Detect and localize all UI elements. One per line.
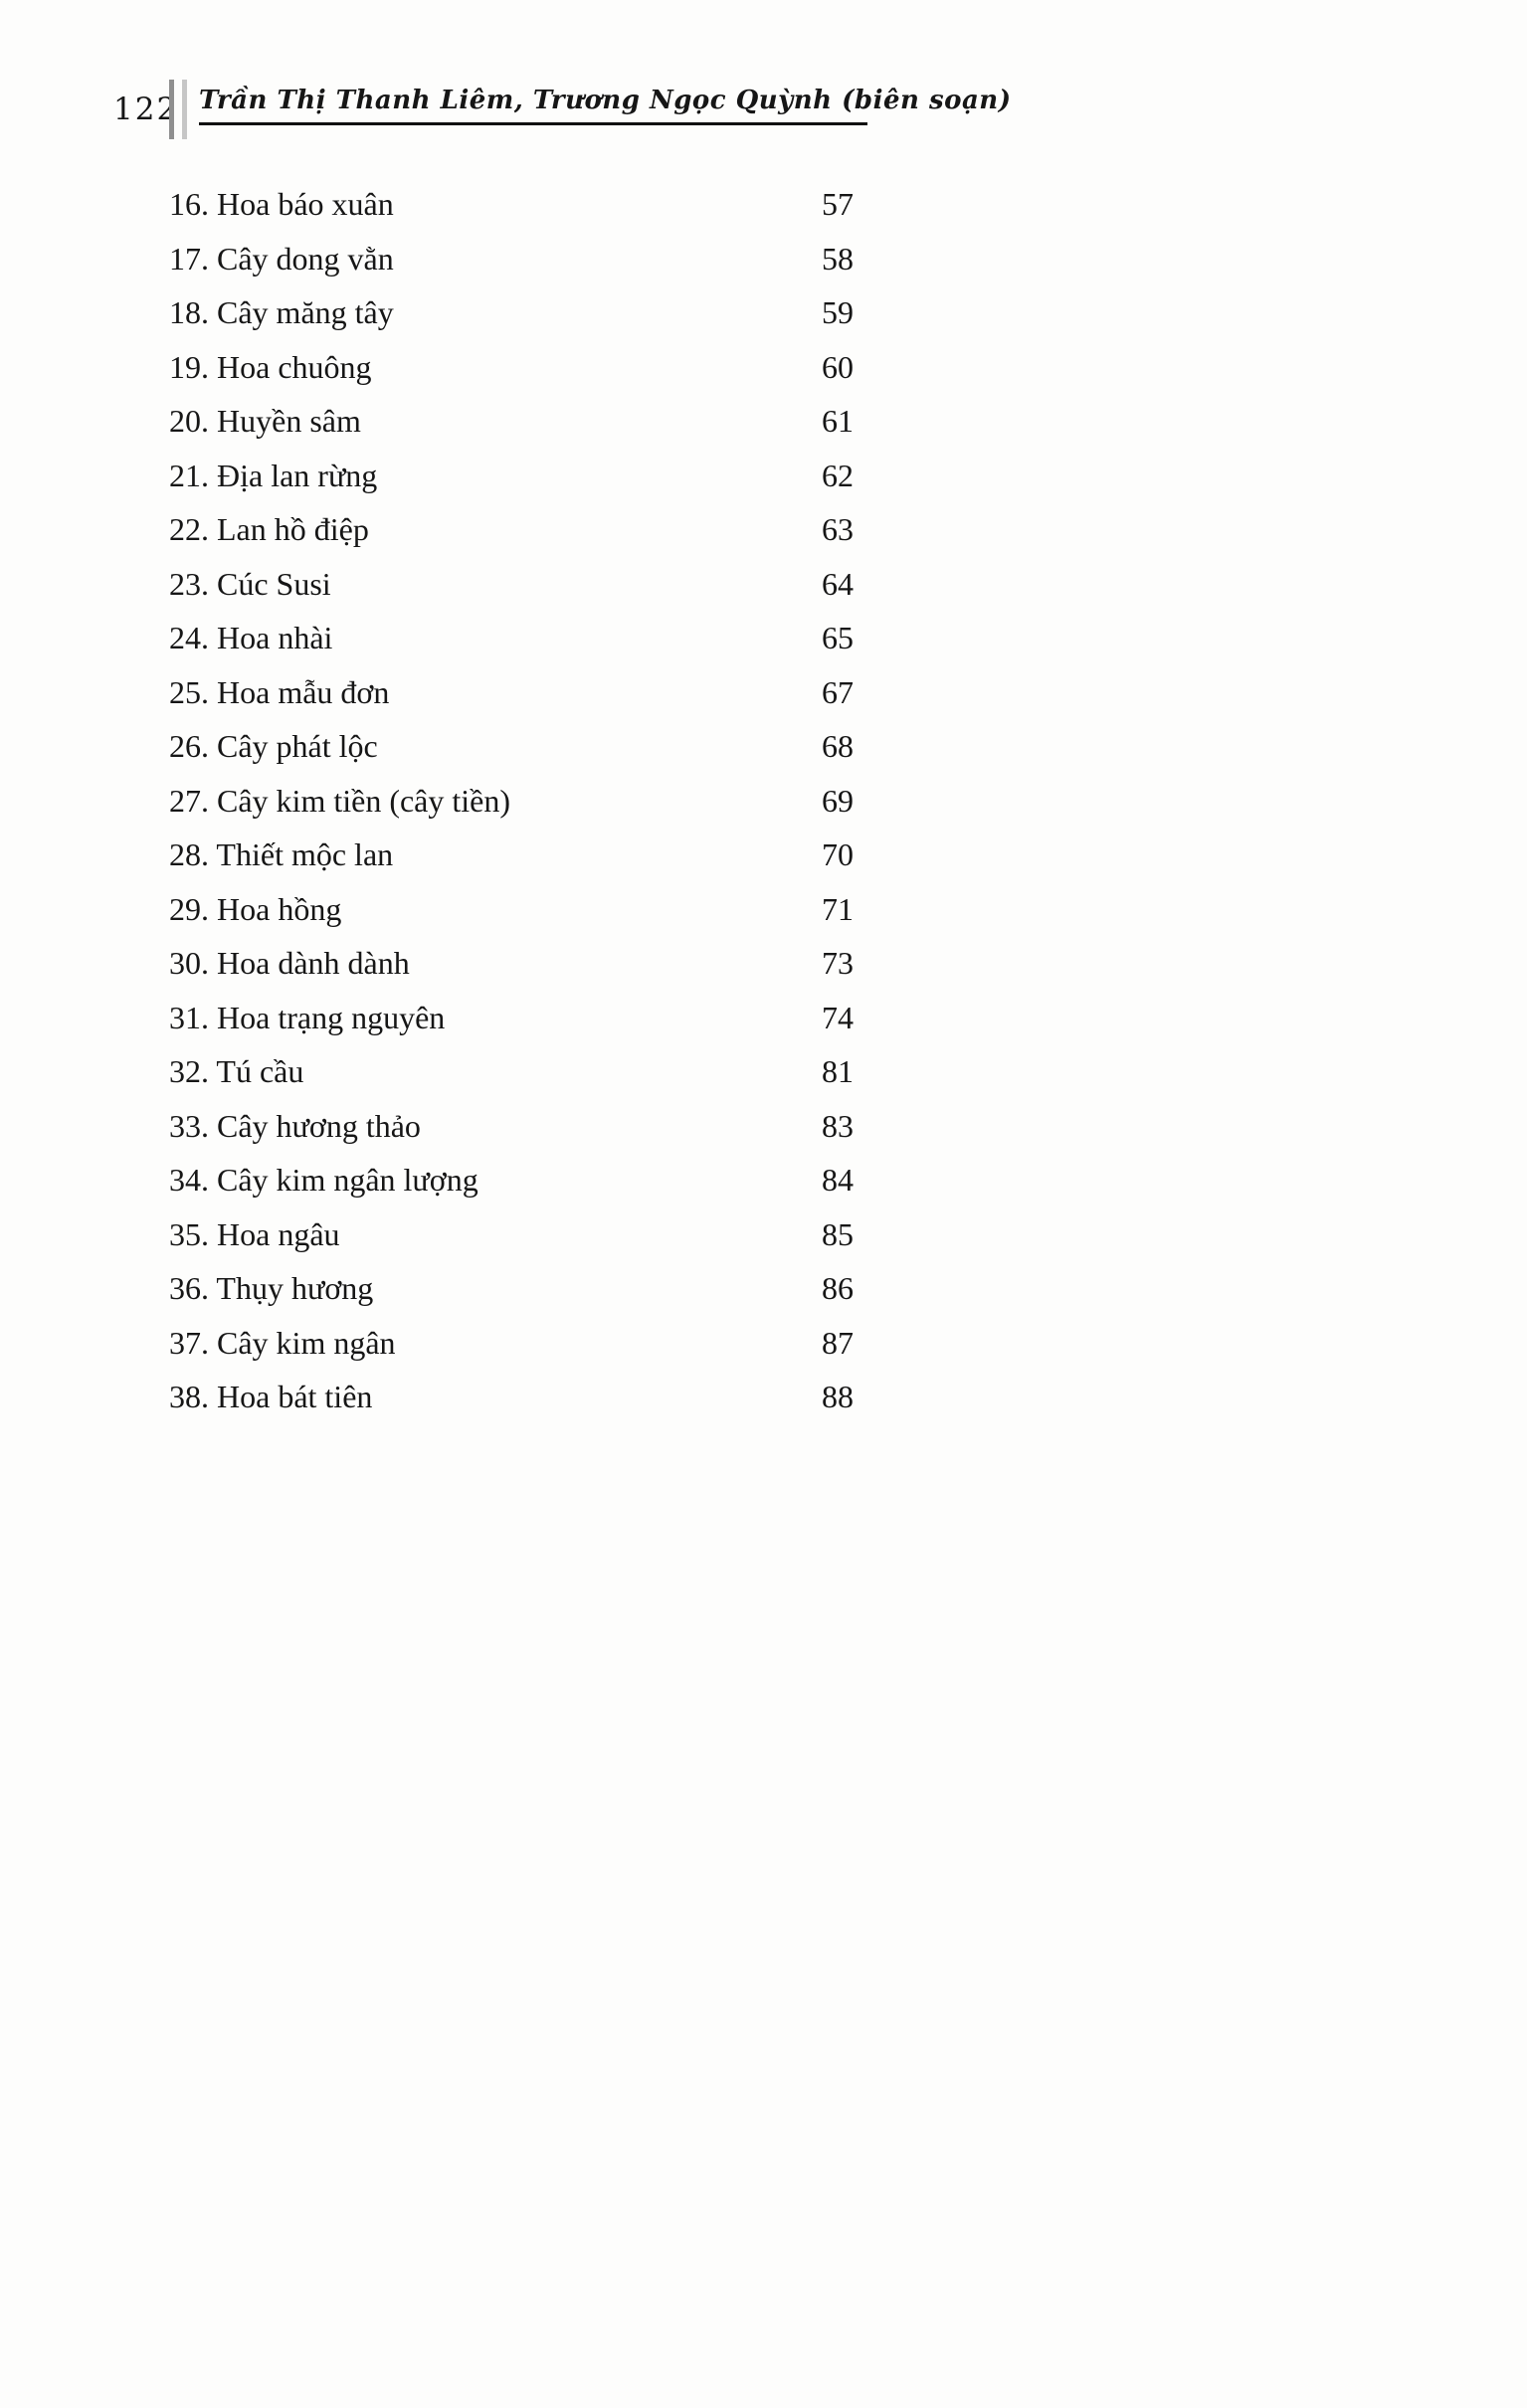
toc-entry-title: 31. Hoa trạng nguyên (169, 999, 446, 1035)
toc-entry-page: 86 (822, 1270, 854, 1306)
toc-entry-title: 24. Hoa nhài (169, 620, 333, 655)
toc-entry-page: 58 (822, 240, 854, 277)
toc-entry (169, 1099, 854, 1154)
toc-entry (169, 1153, 854, 1207)
page-header (199, 86, 1012, 125)
toc-entry-page: 63 (822, 511, 854, 547)
toc-list (169, 177, 854, 1424)
toc-entry-title: 25. Hoa mẫu đơn (169, 673, 390, 710)
toc-entry-page: 84 (822, 1162, 854, 1198)
toc-entry (169, 936, 854, 991)
toc-entry (169, 502, 854, 557)
toc-entry-page: 71 (822, 890, 854, 927)
toc-entry (169, 1316, 854, 1371)
toc-entry-title: 23. Cúc Susi (169, 565, 331, 602)
toc-entry-page: 74 (822, 999, 854, 1035)
toc-entry (169, 882, 854, 937)
toc-entry-title: 20. Huyền sâm (169, 403, 361, 439)
toc-entry-title: 22. Lan hồ điệp (169, 511, 369, 547)
toc-entry-page: 81 (822, 1053, 854, 1089)
toc-entry-title: 17. Cây dong vằn (169, 240, 394, 277)
toc-entry-title: 30. Hoa dành dành (169, 945, 410, 981)
toc-entry-page: 88 (822, 1379, 854, 1414)
toc-entry-title: 21. Địa lan rừng (169, 457, 378, 493)
toc-entry (169, 340, 854, 395)
toc-entry-page: 73 (822, 945, 854, 981)
toc-entry-title: 19. Hoa chuông (169, 348, 372, 385)
toc-entry-page: 65 (822, 620, 854, 655)
toc-entry-page: 57 (822, 186, 854, 222)
toc-entry (169, 177, 854, 232)
toc-entry-page: 87 (822, 1324, 854, 1361)
toc-entry (169, 611, 854, 665)
toc-entry (169, 394, 854, 449)
toc-entry (169, 828, 854, 882)
toc-entry-title: 35. Hoa ngâu (169, 1215, 340, 1252)
toc-entry (169, 774, 854, 829)
toc-entry-page: 67 (822, 673, 854, 710)
page-number: 122 (113, 92, 179, 127)
toc-entry-title: 33. Cây hương thảo (169, 1107, 421, 1144)
toc-entry-page: 59 (822, 294, 854, 330)
toc-entry-title: 32. Tú cầu (169, 1053, 304, 1089)
toc-entry (169, 1261, 854, 1316)
toc-entry-title: 27. Cây kim tiền (cây tiền) (169, 782, 511, 819)
running-header-authors: Trần Thị Thanh Liêm, Trương Ngọc Quỳnh (biên soạn) (199, 86, 1012, 115)
toc-entry-title: 18. Cây măng tây (169, 294, 394, 330)
toc-entry-title: 37. Cây kim ngân (169, 1324, 396, 1361)
toc-entry-page: 85 (822, 1215, 854, 1252)
toc-entry-page: 70 (822, 836, 854, 872)
toc-entry-title: 28. Thiết mộc lan (169, 836, 394, 872)
toc-entry (169, 719, 854, 774)
toc-entry-page: 68 (822, 728, 854, 764)
toc-entry-page: 64 (822, 565, 854, 602)
toc-entry (169, 1044, 854, 1099)
toc-entry-page: 60 (822, 348, 854, 385)
toc-entry-title: 29. Hoa hồng (169, 890, 342, 927)
toc-entry-title: 38. Hoa bát tiên (169, 1379, 373, 1414)
toc-entry-title: 36. Thụy hương (169, 1270, 374, 1306)
toc-entry (169, 1207, 854, 1262)
toc-entry-title: 26. Cây phát lộc (169, 728, 378, 764)
header-rule (199, 122, 867, 125)
toc-entry-title: 16. Hoa báo xuân (169, 186, 394, 222)
toc-entry-page: 83 (822, 1107, 854, 1144)
toc-entry (169, 1370, 854, 1424)
toc-entry (169, 232, 854, 286)
toc-entry (169, 665, 854, 720)
header-divider-bar (169, 80, 187, 139)
toc-entry-page: 69 (822, 782, 854, 819)
toc-entry-title: 34. Cây kim ngân lượng (169, 1162, 478, 1198)
toc-entry-page: 61 (822, 403, 854, 439)
toc-entry (169, 991, 854, 1045)
toc-entry (169, 285, 854, 340)
toc-entry-page: 62 (822, 457, 854, 493)
toc-entry (169, 449, 854, 503)
toc-entry (169, 557, 854, 612)
